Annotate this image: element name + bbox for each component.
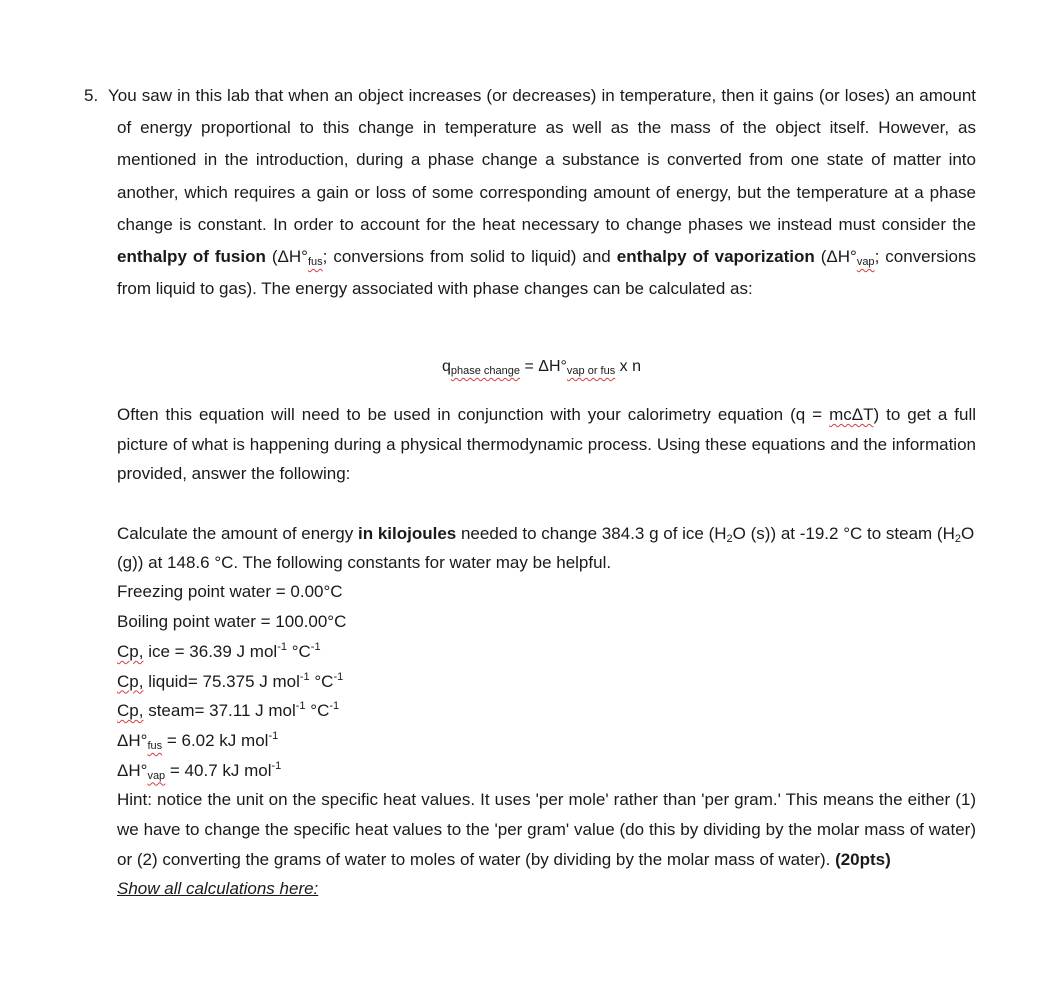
exp: -1 xyxy=(329,700,340,713)
points-label: (20pts) xyxy=(835,849,891,869)
dh-vap-value: = 40.7 kJ mol xyxy=(165,760,272,780)
para2-text-1: Often this equation will need to be used in conjunction with your calorimetry equation (q = xyxy=(117,405,830,424)
calculation-section xyxy=(117,519,976,904)
cp-liquid xyxy=(117,667,976,697)
calc-sub-2: 2 xyxy=(954,533,961,545)
boiling-point: Boiling point water = 100.00°C xyxy=(117,612,347,632)
equation-q-subscript: phase change xyxy=(450,365,521,377)
exp: -1 xyxy=(277,640,287,653)
enthalpy-fusion-value xyxy=(117,726,976,756)
unit-tail: °C xyxy=(286,641,311,661)
dh-vap-sub: vap xyxy=(147,769,166,782)
cp-steam-value: steam= 37.11 J mol xyxy=(143,701,296,721)
intro-text: You saw in this lab that when an object increases (or decreases) in temperature, then it gains (or loses) an amount of energy proportional to this change in temperature as well as the mass of the object itself. However, as mentioned in the introduction, during a phase change a substance is converted from one state of matter into another, which requires a gain or loss of some corresponding amount of energy, but the temperature at a phase change is constant. In order to account for the heat necessary to change phases we instead must consider the xyxy=(108,86,976,234)
hint-text: Hint: notice the unit on the specific heat values. It uses 'per mole' rather than 'per gram.' This means the either (1) we have to change the specific heat values to the 'per gram' value (do this by dividing by the molar mass of water) or (2) converting the grams of water to moles of water (by dividing by the molar mass of water). xyxy=(117,790,976,869)
show-calculations-label: Show all calculations here: xyxy=(117,879,319,899)
dh-fus-label: ΔH° xyxy=(117,730,148,750)
freezing-point: Freezing point water = 0.00°C xyxy=(117,582,343,602)
question-number: 5. xyxy=(84,86,99,105)
cp-ice-value: ice = 36.39 J mol xyxy=(143,641,278,661)
cp-liquid-value: liquid= 75.375 J mol xyxy=(143,671,300,691)
enthalpy-vaporization-value xyxy=(117,756,976,786)
calc-sub-1: 2 xyxy=(726,533,733,545)
equation-rhs: = ΔH° xyxy=(520,358,567,375)
unit-tail: °C xyxy=(305,701,330,721)
equation-rhs-subscript: vap or fus xyxy=(566,365,616,377)
cp-ice xyxy=(117,637,976,667)
vap-symbol: (ΔH° xyxy=(814,247,857,267)
fusion-symbol: (ΔH° xyxy=(265,247,308,267)
exp: -1 xyxy=(271,759,282,772)
equation-tail: x n xyxy=(615,358,642,375)
question-5-intro xyxy=(84,80,976,305)
dh-fus-value: = 6.02 kJ mol xyxy=(162,730,269,750)
exp: -1 xyxy=(268,729,279,742)
calorimetry-equation: mcΔT xyxy=(829,405,874,424)
fusion-description: ; conversions from solid to liquid) and xyxy=(322,247,617,267)
vap-description: ; conversions from liquid to gas). The energy associated with phase changes can be calculated as: xyxy=(117,247,976,299)
equation-q: q xyxy=(442,358,451,375)
calc-text-2: needed to change 384.3 g of ice (H xyxy=(456,524,727,543)
exp: -1 xyxy=(295,700,306,713)
cp-steam-label: Cp, xyxy=(117,701,144,721)
calc-bold-kilojoules: in kilojoules xyxy=(357,524,457,543)
dh-fus-sub: fus xyxy=(147,739,163,752)
unit-tail: °C xyxy=(309,671,334,691)
exp: -1 xyxy=(299,670,310,683)
dh-vap-label: ΔH° xyxy=(117,760,148,780)
calc-text-1: Calculate the amount of energy xyxy=(117,524,358,543)
calc-text-4: O (g)) at 148.6 °C. The following constants for water may be helpful. xyxy=(117,524,975,573)
fusion-subscript: fus xyxy=(307,256,323,269)
hint-paragraph xyxy=(117,785,976,874)
vap-subscript: vap xyxy=(856,256,875,269)
cp-ice-label: Cp, xyxy=(117,641,144,661)
cp-steam xyxy=(117,696,976,726)
calculation-prompt xyxy=(117,519,976,577)
exp: -1 xyxy=(310,640,321,653)
term-enthalpy-vaporization: enthalpy of vaporization xyxy=(616,247,815,267)
exp: -1 xyxy=(333,670,344,683)
phase-change-equation xyxy=(442,358,641,376)
term-enthalpy-fusion: enthalpy of fusion xyxy=(117,247,266,267)
para2-text-2: ) to get a full picture of what is happening during a physical thermodynamic process. Using these equations and the information provided, answer the following: xyxy=(117,405,976,484)
intro-paragraph xyxy=(84,80,976,305)
cp-liquid-label: Cp, xyxy=(117,671,144,691)
calc-text-3: O (s)) at -19.2 °C to steam (H xyxy=(732,524,955,543)
calorimetry-paragraph xyxy=(117,400,976,489)
